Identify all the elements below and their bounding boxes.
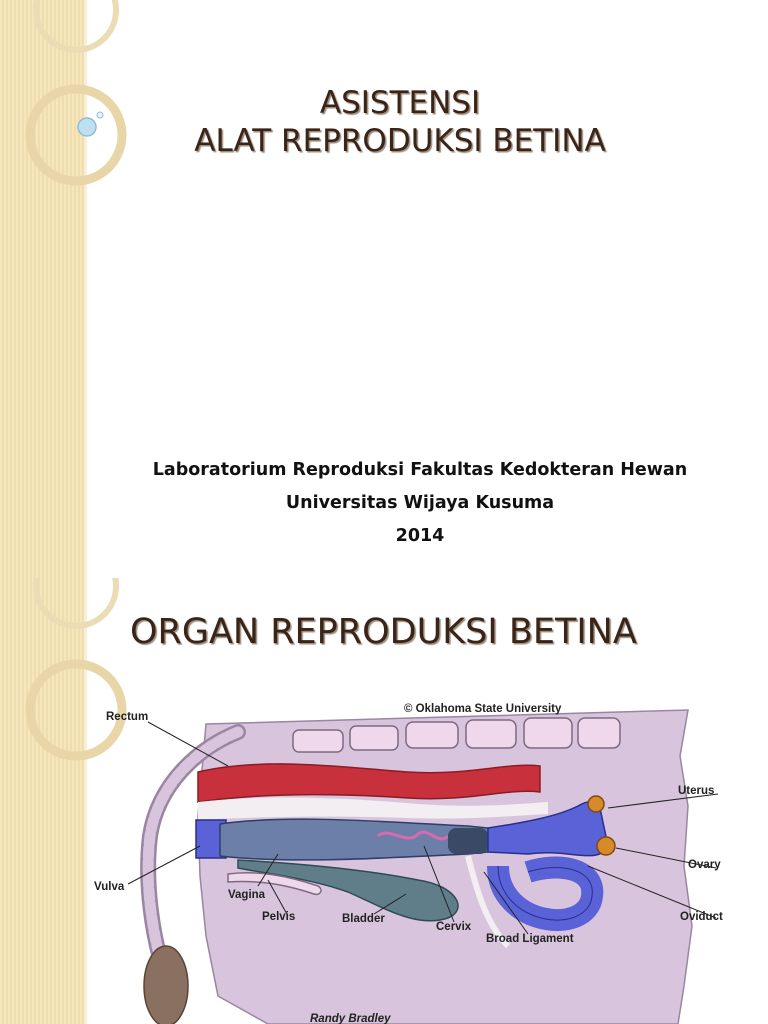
label-vagina: Vagina	[228, 889, 266, 901]
label-vulva: Vulva	[94, 881, 125, 893]
cervix-shape	[448, 828, 488, 854]
slide-title-text: ORGAN REPRODUKSI BETINA	[130, 612, 637, 652]
label-uterus: Uterus	[678, 785, 715, 797]
reproductive-diagram	[88, 696, 748, 1024]
label-cervix: Cervix	[436, 921, 472, 933]
slide-organ	[0, 578, 768, 1024]
decorative-ring-top	[36, 0, 116, 50]
label-rectum: Rectum	[106, 711, 149, 723]
label-oviduct: Oviduct	[680, 911, 723, 923]
label-bladder: Bladder	[342, 913, 385, 925]
subtitle-university: Universitas Wijaya Kusuma	[285, 493, 555, 513]
subtitle-institution: Laboratorium Reproduksi Fakultas Kedokteran Hewan	[152, 460, 688, 480]
label-broad-ligament: Broad Ligament	[486, 933, 574, 945]
vagina	[220, 819, 488, 860]
copyright-text: © Oklahoma State University	[404, 703, 562, 715]
decorative-ring-top	[36, 578, 116, 626]
subtitle-year: 2014	[395, 526, 445, 546]
title-line-1: ASISTENSI	[319, 85, 481, 121]
ovary-1	[588, 796, 604, 812]
slide-subtitle	[110, 458, 730, 557]
ovary-2	[597, 837, 615, 855]
label-ovary: Ovary	[688, 859, 721, 871]
label-pelvis: Pelvis	[262, 911, 296, 923]
tail-hair	[144, 946, 188, 1024]
slide-title-text	[90, 84, 710, 160]
artist-signature: Randy Bradley	[310, 1013, 391, 1024]
title-line-2: ALAT REPRODUKSI BETINA	[194, 123, 606, 159]
